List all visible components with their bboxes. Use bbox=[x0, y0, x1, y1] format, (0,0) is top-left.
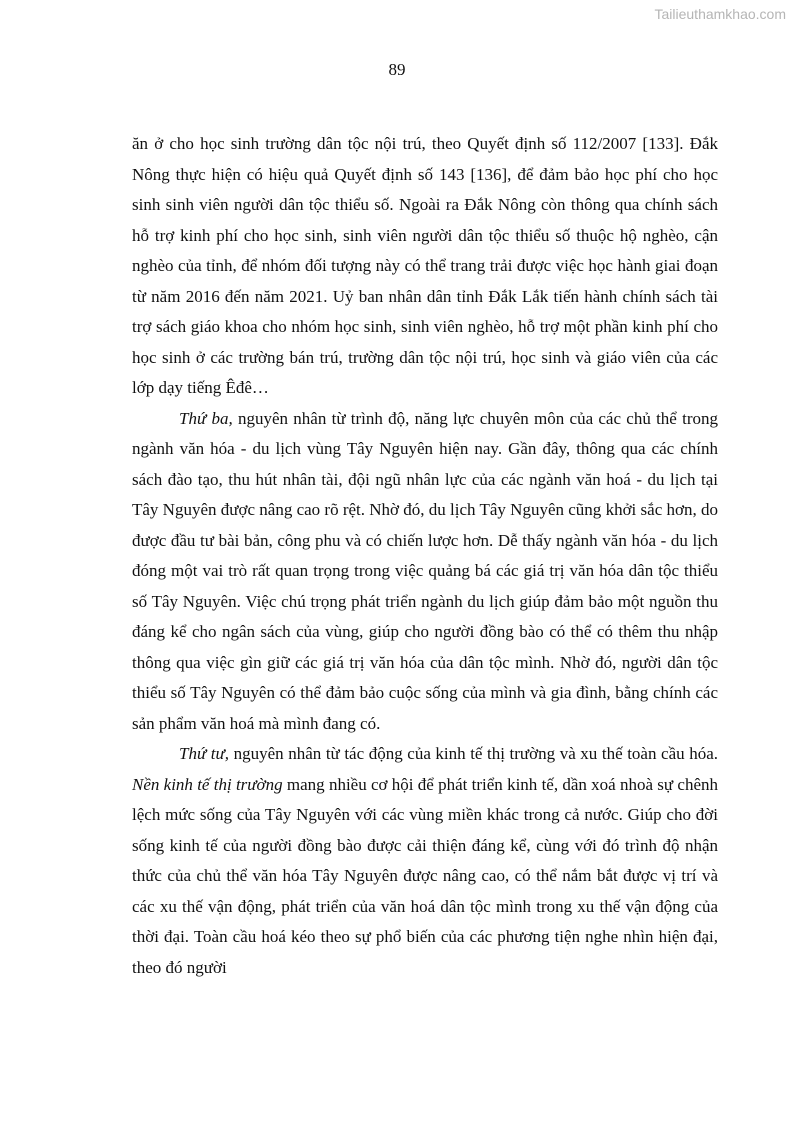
paragraph-3-lead: Thứ tư, bbox=[179, 744, 230, 763]
paragraph-3-emphasis: Nền kinh tế thị trường bbox=[132, 774, 283, 794]
paragraph-2 bbox=[132, 404, 718, 740]
paragraph-2-text: nguyên nhân từ trình độ, năng lực chuyên môn của các chủ thể trong ngành văn hóa - du lịch vùng Tây Nguyên hiện nay. Gần đây, thông qua các chính sách đào tạo, thu hút nhân tài, đội ngũ nhân lực của các ngành văn hoá - du lịch tại Tây Nguyên được nâng cao rõ rệt. Nhờ đó, du lịch Tây Nguyên cũng khởi sắc hơn, do được đầu tư bài bản, công phu và có chiến lược hơn. Dễ thấy ngành văn hóa - du lịch đóng một vai trò rất quan trọng trong việc quảng bá các giá trị văn hóa dân tộc thiểu số Tây Nguyên. Việc chú trọng phát triển ngành du lịch giúp đảm bảo một nguồn thu đáng kể cho ngân sách của vùng, giúp cho người đồng bào có thể có thêm thu nhập thông qua việc gìn giữ các giá trị văn hóa của dân tộc mình. Nhờ đó, người dân tộc thiểu số Tây Nguyên có thể đảm bảo cuộc sống của mình và gia đình, bằng chính các sản phẩm văn hoá mà mình đang có. bbox=[132, 408, 718, 733]
paragraph-3 bbox=[132, 739, 718, 983]
paragraph-3-tail: mang nhiều cơ hội để phát triển kinh tế, dần xoá nhoà sự chênh lệch mức sống của Tây Nguyên với các vùng miền khác trong cả nước. Giúp cho đời sống kinh tế của người đồng bào được cải thiện đáng kể, cùng với đó trình độ nhận thức của chủ thể văn hóa Tây Nguyên được nâng cao, có thể nắm bắt được vị trí và các xu thế vận động, phát triển của văn hoá dân tộc mình trong xu thế vận động của thời đại. Toàn cầu hoá kéo theo sự phổ biến của các phương tiện nghe nhìn hiện đại, theo đó người bbox=[132, 774, 718, 977]
watermark: Tailieuthamkhao.com bbox=[654, 6, 786, 22]
paragraph-3-text: nguyên nhân từ tác động của kinh tế thị trường và xu thế toàn cầu hóa. bbox=[229, 744, 718, 763]
paragraph-1-text: ăn ở cho học sinh trường dân tộc nội trú, theo Quyết định số 112/2007 [133]. Đắk Nông thực hiện có hiệu quả Quyết định số 143 [136], để đảm bảo học phí cho học sinh sinh viên người dân tộc thiểu số. Ngoài ra Đắk Nông còn thông qua chính sách hỗ trợ kinh phí cho học sinh, sinh viên người dân tộc thiểu số thuộc hộ nghèo, cận nghèo của tỉnh, để nhóm đối tượng này có thể trang trải được việc học hành giai đoạn từ năm 2016 đến năm 2021. Uỷ ban nhân dân tỉnh Đắk Lắk tiến hành chính sách tài trợ sách giáo khoa cho nhóm học sinh, sinh viên nghèo, hỗ trợ một phần kinh phí cho học sinh ở các trường bán trú, trường dân tộc nội trú, học sinh và giáo viên của các lớp dạy tiếng Êđê… bbox=[132, 134, 718, 397]
body-text bbox=[132, 129, 718, 983]
paragraph-2-lead: Thứ ba, bbox=[179, 408, 233, 428]
page-number: 89 bbox=[388, 60, 406, 79]
paragraph-1 bbox=[132, 129, 718, 404]
